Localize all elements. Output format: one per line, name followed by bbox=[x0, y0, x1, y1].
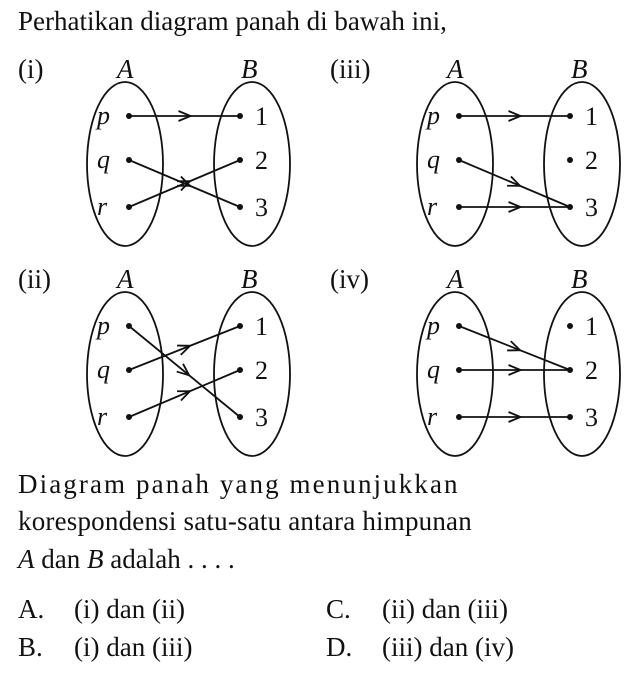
set-a-name: A bbox=[447, 54, 464, 84]
set-b-name: B bbox=[571, 54, 588, 84]
option-c-letter: C. bbox=[326, 594, 351, 624]
diagram-label: (iii) bbox=[330, 54, 371, 84]
set-b-element: 3 bbox=[585, 403, 598, 432]
question-line-2: korespondensi satu-satu antara himpunan bbox=[18, 506, 472, 536]
diagram-1 bbox=[18, 54, 290, 246]
diagram-4 bbox=[330, 264, 620, 456]
option-b[interactable] bbox=[18, 632, 193, 663]
option-d[interactable] bbox=[326, 632, 514, 663]
set-b-ellipse bbox=[544, 82, 620, 246]
set-a-name: A bbox=[117, 264, 134, 294]
set-b-element: 3 bbox=[585, 193, 598, 222]
set-b-element: 3 bbox=[255, 193, 268, 222]
set-a-element: r bbox=[427, 192, 438, 221]
set-a-element: p bbox=[97, 101, 110, 130]
set-b-ellipse bbox=[544, 292, 620, 456]
set-a-element: q bbox=[427, 355, 440, 384]
question-line-3 bbox=[18, 543, 622, 575]
option-b-letter: B. bbox=[18, 632, 43, 662]
intro-text: Perhatikan diagram panah di bawah ini, bbox=[18, 6, 447, 36]
option-a-text: (i) dan (ii) bbox=[74, 594, 185, 624]
diagram-label: (ii) bbox=[18, 264, 51, 294]
question-line-1: Diagram panah yang menunjukkan bbox=[18, 469, 460, 499]
set-a-symbol: A bbox=[18, 544, 35, 574]
option-d-text: (iii) dan (iv) bbox=[382, 632, 514, 662]
set-b-element: 2 bbox=[255, 356, 268, 385]
mapping-arrow bbox=[459, 160, 570, 207]
diagram-3 bbox=[18, 264, 290, 456]
question-line-3-mid: dan bbox=[34, 544, 87, 574]
set-a-element: r bbox=[427, 402, 438, 431]
set-b-element: 2 bbox=[585, 146, 598, 175]
mapping-arrow bbox=[129, 326, 240, 370]
set-a-element: r bbox=[97, 402, 108, 431]
set-b-ellipse bbox=[214, 82, 290, 246]
set-b-name: B bbox=[241, 54, 258, 84]
set-b-point bbox=[567, 157, 573, 163]
option-d-letter: D. bbox=[326, 632, 353, 662]
set-a-element: q bbox=[427, 145, 440, 174]
set-a-name: A bbox=[117, 54, 134, 84]
option-b-text: (i) dan (iii) bbox=[74, 632, 193, 662]
option-c[interactable] bbox=[326, 594, 508, 625]
mapping-arrow bbox=[129, 370, 240, 417]
question-line-3-end: adalah . . . . bbox=[103, 544, 235, 574]
set-a-element: p bbox=[427, 311, 440, 340]
set-b-element: 1 bbox=[255, 312, 268, 341]
set-a-element: q bbox=[97, 355, 110, 384]
set-a-element: r bbox=[97, 192, 108, 221]
mapping-arrow bbox=[129, 326, 240, 417]
set-b-element: 1 bbox=[585, 312, 598, 341]
diagram-2 bbox=[330, 54, 620, 246]
set-b-name: B bbox=[241, 264, 258, 294]
set-b-name: B bbox=[571, 264, 588, 294]
set-b-element: 2 bbox=[255, 146, 268, 175]
set-b-symbol: B bbox=[86, 544, 104, 574]
set-b-element: 1 bbox=[585, 102, 598, 131]
option-c-text: (ii) dan (iii) bbox=[382, 594, 508, 624]
option-a[interactable] bbox=[18, 594, 185, 625]
set-a-element: q bbox=[97, 145, 110, 174]
mapping-arrow bbox=[459, 326, 570, 370]
diagram-label: (iv) bbox=[330, 264, 369, 294]
set-b-element: 1 bbox=[255, 102, 268, 131]
option-a-letter: A. bbox=[18, 594, 45, 624]
set-a-element: p bbox=[97, 311, 110, 340]
set-b-point bbox=[567, 323, 573, 329]
set-a-name: A bbox=[447, 264, 464, 294]
diagram-label: (i) bbox=[18, 54, 44, 84]
set-a-element: p bbox=[427, 101, 440, 130]
set-b-element: 2 bbox=[585, 356, 598, 385]
set-b-element: 3 bbox=[255, 403, 268, 432]
set-b-ellipse bbox=[214, 292, 290, 456]
